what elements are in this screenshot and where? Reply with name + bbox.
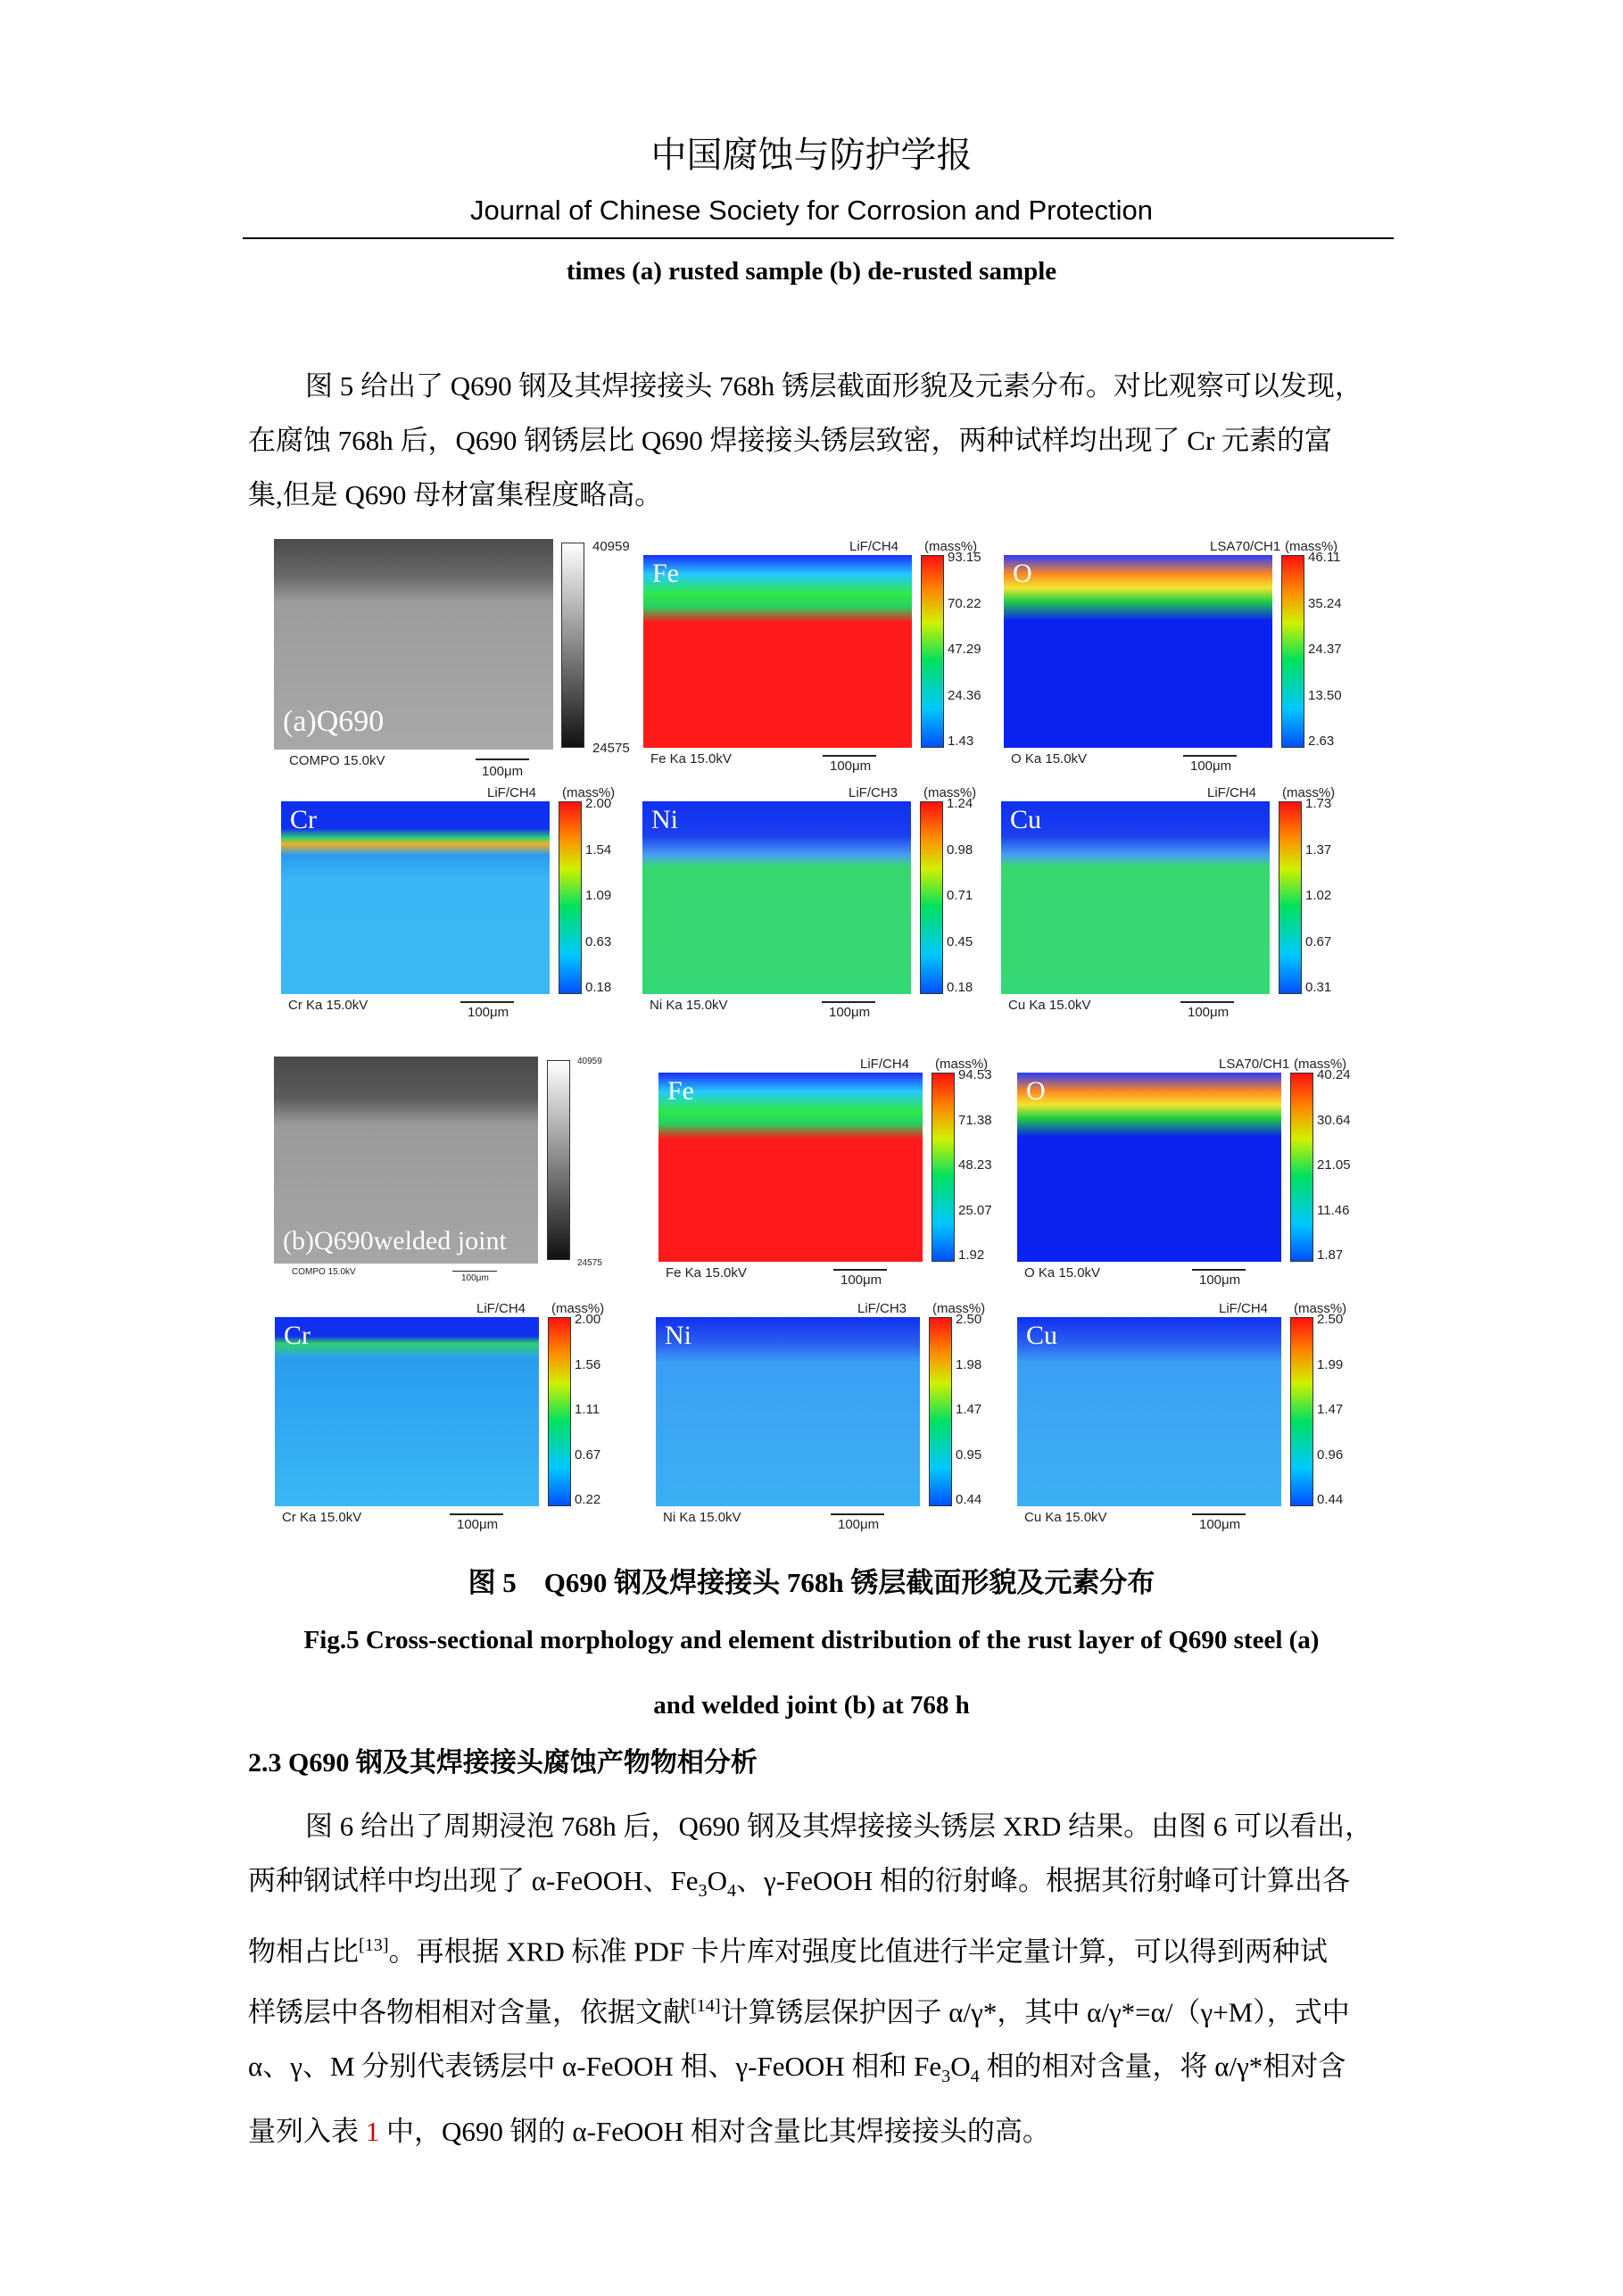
colorbar-tick: 94.53 — [958, 1067, 992, 1082]
colorbar-tick: 48.23 — [958, 1157, 992, 1173]
colorbar-tick: 0.71 — [947, 888, 973, 903]
mass-label: (mass%) — [923, 785, 977, 800]
colorbar-tick: 0.98 — [947, 841, 973, 858]
scale-bar — [823, 755, 876, 757]
scale-bar-a0 — [476, 758, 529, 760]
gray-max-a: 40959 — [592, 539, 630, 554]
map-image-a-ni — [642, 801, 911, 994]
map-footer-label: Fe Ka 15.0kV — [666, 1265, 747, 1281]
colorbar-tick: 1.56 — [575, 1356, 601, 1372]
colorbar-tick: 1.98 — [956, 1356, 982, 1372]
colorbar-tick: 1.09 — [585, 888, 612, 903]
scale-text: 100μm — [468, 1005, 509, 1020]
channel-label: LiF/CH4 — [860, 1057, 910, 1072]
colorbar-tick: 47.29 — [948, 642, 981, 657]
compo-label-a: COMPO 15.0kV — [289, 753, 385, 768]
continued-caption: times (a) rusted sample (b) de-rusted sample — [566, 257, 1057, 286]
journal-title-en: Journal of Chinese Society for Corrosion and Protection — [469, 195, 1154, 226]
gray-min-b: 24575 — [577, 1258, 602, 1268]
paragraph-2 — [248, 1799, 1390, 2159]
element-label: Cu — [1010, 805, 1042, 834]
figure-caption-en-line2: and welded joint (b) at 768 h — [653, 1691, 970, 1720]
map-footer-label: Ni Ka 15.0kV — [650, 998, 728, 1013]
colorbar — [548, 1317, 571, 1506]
colorbar-tick: 1.11 — [575, 1402, 600, 1417]
para1-line2: 在腐蚀 768h 后，Q690 钢锈层比 Q690 焊接接头锈层致密，两种试样均出现了 Cr 元素的富 — [248, 425, 1333, 456]
element-label: Cr — [290, 805, 317, 834]
scale-text: 100μm — [840, 1272, 882, 1288]
colorbar — [921, 555, 944, 748]
colorbar-tick: 24.36 — [948, 687, 981, 703]
colorbar-tick: 1.37 — [1305, 841, 1332, 858]
map-footer-label: Cu Ka 15.0kV — [1024, 1510, 1107, 1525]
channel-label: LiF/CH4 — [1207, 785, 1257, 800]
mass-label: (mass%) — [1282, 785, 1336, 800]
map-footer-label: Ni Ka 15.0kV — [663, 1510, 741, 1525]
scale-text: 100μm — [830, 758, 872, 774]
element-label: Cr — [284, 1321, 311, 1350]
map-image-a-cu — [1001, 801, 1270, 994]
channel-label: LiF/CH4 — [849, 539, 899, 554]
mass-label: (mass%) — [924, 539, 978, 554]
colorbar — [1279, 801, 1302, 994]
mass-label: (mass%) — [1294, 1301, 1347, 1316]
colorbar-tick: 0.31 — [1305, 980, 1332, 995]
map-image-b-fe — [658, 1073, 923, 1262]
colorbar-tick: 0.67 — [575, 1446, 601, 1463]
scale-bar — [460, 1001, 514, 1003]
colorbar-tick: 0.18 — [947, 980, 973, 995]
scale-text: 100μm — [829, 1005, 871, 1020]
scale-bar — [1192, 1513, 1246, 1515]
scale-text: 100μm — [1199, 1517, 1241, 1532]
colorbar-tick: 0.44 — [956, 1492, 982, 1507]
colorbar-tick: 35.24 — [1308, 595, 1342, 611]
mass-label: (mass%) — [551, 1301, 605, 1316]
channel-label: LiF/CH3 — [849, 785, 898, 800]
map-footer-label: Cu Ka 15.0kV — [1008, 998, 1091, 1013]
colorbar-tick: 1.47 — [1317, 1402, 1344, 1417]
colorbar-tick: 2.50 — [956, 1312, 982, 1327]
scale-bar — [833, 1269, 887, 1271]
colorbar — [932, 1073, 955, 1262]
para1-line3: 集,但是 Q690 母材富集程度略高。 — [248, 479, 663, 510]
para2-line1: 图 6 给出了周期浸泡 768h 后，Q690 钢及其焊接接头锈层 XRD 结果。由图 6 可以看出， — [305, 1811, 1373, 1842]
scale-bar — [1183, 755, 1237, 757]
para2-line2: 两种钢试样中均出现了 α-FeOOH、$Fe_3O_4$、γ-FeOOH 相的衍射峰。根据其衍射峰可计算出各 — [248, 1865, 1350, 1902]
colorbar-tick: 21.05 — [1317, 1157, 1351, 1173]
colorbar-tick: 24.37 — [1308, 642, 1342, 657]
figure-caption-cn: 图 5 Q690 钢及焊接接头 768h 锈层截面形貌及元素分布 — [468, 1567, 1155, 1598]
colorbar-tick: 0.44 — [1317, 1492, 1344, 1507]
scale-text: 100μm — [838, 1517, 880, 1532]
colorbar — [559, 801, 582, 994]
colorbar-tick: 71.38 — [958, 1112, 992, 1128]
gray-max-b: 40959 — [577, 1057, 602, 1066]
colorbar-tick: 2.50 — [1317, 1312, 1344, 1327]
mass-label: (mass%) — [562, 785, 616, 800]
colorbar — [1281, 555, 1304, 748]
figure-caption-en-line1: Fig.5 Cross-sectional morphology and element distribution of the rust layer of Q690 steel (a) — [303, 1626, 1320, 1654]
citation-14[interactable]: [14] — [691, 1995, 721, 2016]
map-footer-label: Cr Ka 15.0kV — [288, 998, 368, 1013]
colorbar-tick: 46.11 — [1308, 550, 1341, 565]
colorbar — [929, 1317, 952, 1506]
element-label: Fe — [652, 559, 679, 588]
mass-label: (mass%) — [1294, 1057, 1347, 1072]
colorbar-tick: 0.18 — [585, 980, 612, 995]
map-image-a-fe — [643, 555, 912, 748]
scale-bar-b0 — [452, 1271, 497, 1272]
colorbar — [1290, 1073, 1313, 1262]
sem-image-b — [274, 1057, 538, 1264]
sem-image-a — [274, 539, 553, 750]
compo-label-b: COMPO 15.0kV — [292, 1267, 356, 1277]
colorbar-tick: 40.24 — [1317, 1067, 1351, 1082]
scale-text: 100μm — [457, 1517, 499, 1532]
section-heading: 2.3 Q690 钢及其焊接接头腐蚀产物物相分析 — [248, 1748, 758, 1778]
colorbar-tick: 2.00 — [575, 1312, 601, 1327]
colorbar-tick: 1.73 — [1305, 796, 1332, 811]
channel-label: LiF/CH4 — [476, 1301, 526, 1316]
para2-line3: 物相占比[13]。再根据 XRD 标准 PDF 卡片库对强度比值进行半定量计算，可以得到两种试 — [248, 1935, 1328, 1968]
colorbar-tick: 11.46 — [1317, 1202, 1350, 1218]
element-label: Ni — [651, 805, 678, 834]
colorbar — [1290, 1317, 1313, 1506]
channel-label: LSA70/CH1 — [1210, 539, 1281, 554]
element-label: O — [1026, 1076, 1046, 1106]
scale-text: 100μm — [1190, 758, 1232, 774]
para2-line4: 样锈层中各物相相对含量，依据文献[14]计算锈层保护因子 α/γ*，其中 α/γ*=α/（γ+M），式中 — [248, 1995, 1350, 2027]
colorbar-tick: 70.22 — [948, 595, 981, 611]
colorbar-tick: 2.00 — [585, 796, 612, 811]
citation-13[interactable]: [13] — [359, 1935, 389, 1956]
colorbar-tick: 1.02 — [1305, 888, 1332, 903]
element-label: Ni — [665, 1321, 691, 1350]
map-footer-label: Fe Ka 15.0kV — [650, 751, 732, 767]
mass-label: (mass%) — [1285, 539, 1338, 554]
channel-label: LiF/CH4 — [1219, 1301, 1269, 1316]
colorbar-tick: 0.95 — [956, 1446, 982, 1463]
scale-text-b0: 100μm — [461, 1273, 489, 1283]
mass-label: (mass%) — [932, 1301, 986, 1316]
map-image-b-ni — [656, 1317, 920, 1506]
scale-text: 100μm — [1188, 1005, 1230, 1020]
map-image-b-cu — [1017, 1317, 1281, 1506]
scale-bar — [1192, 1269, 1246, 1271]
colorbar-tick: 1.47 — [956, 1402, 982, 1417]
mass-label: (mass%) — [935, 1057, 989, 1072]
channel-label: LiF/CH3 — [857, 1301, 907, 1316]
para2-line6: 量列入表 1 中，Q690 钢的 α-FeOOH 相对含量比其焊接接头的高。 — [248, 2116, 1050, 2148]
map-image-a-cr — [281, 801, 550, 994]
gray-colorbar-a — [561, 543, 584, 748]
colorbar-tick: 1.92 — [958, 1247, 985, 1263]
colorbar-tick: 13.50 — [1308, 687, 1342, 703]
panel-label-b: (b)Q690welded joint — [283, 1226, 507, 1256]
colorbar-tick: 0.22 — [575, 1492, 601, 1507]
scale-bar — [822, 1001, 875, 1003]
scale-bar — [831, 1513, 884, 1515]
paragraph-1 — [248, 359, 1390, 522]
colorbar-tick: 25.07 — [958, 1202, 992, 1218]
element-label: Fe — [667, 1076, 694, 1106]
colorbar-tick: 1.54 — [585, 841, 612, 858]
panel-label-a: (a)Q690 — [283, 705, 385, 738]
channel-label: LiF/CH4 — [487, 785, 537, 800]
colorbar-tick: 93.15 — [948, 550, 981, 565]
colorbar — [920, 801, 943, 994]
para2-line5: α、γ、M 分别代表锈层中 α-FeOOH 相、γ-FeOOH 相和 $Fe_3O_4$ 相的相对含量，将 α/γ*相对含 — [248, 2050, 1346, 2087]
header-rule — [243, 237, 1394, 239]
colorbar-tick: 1.99 — [1317, 1356, 1344, 1372]
gray-colorbar-b — [547, 1060, 570, 1260]
map-footer-label: Cr Ka 15.0kV — [282, 1510, 362, 1525]
colorbar-tick: 2.63 — [1308, 734, 1335, 749]
colorbar-tick: 0.45 — [947, 933, 973, 949]
table-1-link[interactable]: 1 — [365, 2116, 380, 2148]
element-label: Cu — [1026, 1321, 1058, 1350]
journal-title-cn: 中国腐蚀与防护学报 — [650, 135, 973, 176]
colorbar-tick: 1.87 — [1317, 1247, 1344, 1263]
colorbar-tick: 0.63 — [585, 933, 612, 949]
scale-text-a0: 100μm — [482, 764, 524, 779]
colorbar-tick: 30.64 — [1317, 1112, 1351, 1128]
map-footer-label: O Ka 15.0kV — [1024, 1265, 1101, 1281]
scale-bar — [1180, 1001, 1234, 1003]
map-footer-label: O Ka 15.0kV — [1011, 751, 1088, 767]
gray-min-a: 24575 — [592, 741, 630, 756]
colorbar-tick: 1.24 — [947, 796, 973, 811]
colorbar-tick: 1.43 — [948, 734, 974, 749]
colorbar-tick: 0.96 — [1317, 1446, 1344, 1463]
map-image-a-o — [1004, 555, 1272, 748]
map-image-b-o — [1017, 1073, 1281, 1262]
scale-text: 100μm — [1199, 1272, 1241, 1288]
channel-label: LSA70/CH1 — [1219, 1057, 1290, 1072]
scale-bar — [450, 1513, 503, 1515]
colorbar-tick: 0.67 — [1305, 933, 1332, 949]
map-image-b-cr — [275, 1317, 539, 1506]
para1-line1: 图 5 给出了 Q690 钢及其焊接接头 768h 锈层截面形貌及元素分布。对比观察可以发现， — [305, 370, 1362, 402]
element-label: O — [1013, 559, 1032, 588]
